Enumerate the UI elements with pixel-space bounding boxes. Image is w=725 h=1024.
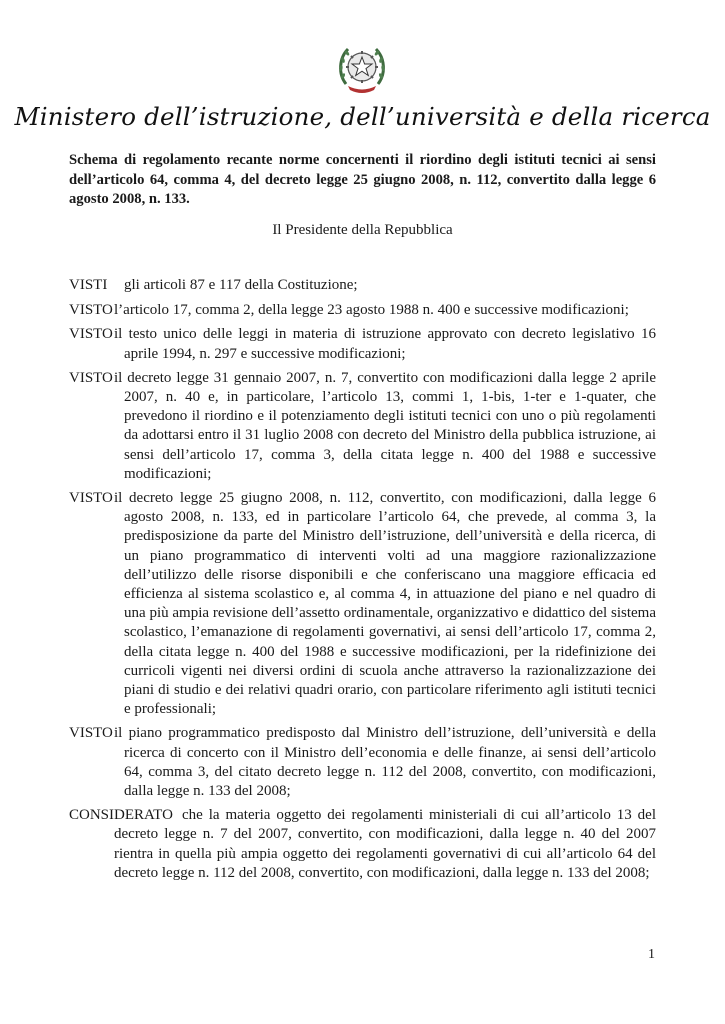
president-heading: Il Presidente della Repubblica [272,222,453,238]
clause-text: il decreto legge 31 gennaio 2007, n. 7, convertito con modificazioni dalla legge 2 aprile 2007, n. 40 e, in particolare, l’articolo 13, commi 1, 1-bis, 1-ter e 1-quater, che prevedono il riordino e il potenziamento degli istituti tecnici con uno o più regolamenti da adottarsi entro il 31 luglio 2008 con decreto del Ministro della pubblica istruzione, ai sensi dell’articolo 17, comma 3, della citata legge n. 400 del 1988 e successive modificazioni; [114,369,656,482]
clause-considerato [69,806,656,883]
clause-list [69,276,656,888]
clause-keyword: VISTO [69,326,113,343]
page-number: 1 [648,947,655,962]
clause-keyword: CONSIDERATO [69,807,173,824]
clause-keyword: VISTO [69,369,113,386]
clause-text: il piano programmatico predisposto dal Ministro dell’istruzione, dell’università e della ricerca di concerto con il Ministro dell’economia e delle finanze, ai sensi dell’articolo 64, comma 3, del citato decreto legge n. 112 del 2008, convertito, con modificazioni, dalla legge n. 133 del 2008; [114,725,656,800]
italian-republic-emblem-icon [336,40,388,96]
clause-text: l’articolo 17, comma 2, della legge 23 agosto 1988 n. 400 e successive modificazioni; [114,302,629,319]
clause-visti-costituzione [69,276,656,295]
clause-keyword: VISTO [69,725,113,742]
clause-text: che la materia oggetto dei regolamenti ministeriali di cui all’articolo 13 del decreto legge n. 7 del 2007, convertito, con modificazioni, dalla legge n. 40 del 2007 rientra in quella più ampia oggetto dei regolamenti governativi di cui all’articolo 64 del decreto legge n. 112 del 2008, convertito, con modificazioni, dalla legge n. 133 del 2008; [114,807,656,881]
clause-visto-legge-400 [69,301,656,320]
clause-text: il testo unico delle leggi in materia di istruzione approvato con decreto legislativo 16 aprile 1994, n. 297 e successive modificazioni; [114,326,656,362]
clause-visto-decreto-2007 [69,369,656,484]
clause-text: gli articoli 87 e 117 della Costituzione; [124,277,358,293]
ministry-title: Ministero dell’istruzione, dell’università e della ricerca [14,102,711,131]
clause-visto-decreto-2008 [69,489,656,719]
clause-text: il decreto legge 25 giugno 2008, n. 112, convertito, con modificazioni, dalla legge 6 agosto 2008, n. 133, ed in particolare l’articolo 64, che prevede, al comma 3, la predisposizione da parte del Ministro dell’istruzione, dell’università e della ricerca, di un piano programmatico di interventi volti ad una maggiore razionalizzazione dell’utilizzo delle risorse disponibili e che conferiscano una maggiore efficacia ed efficienza al sistema scolastico e, al comma 4, in attuazione del piano e nel quadro di una più ampia revisione dell’assetto ordinamentale, organizzativo e didattico del sistema scolastico, l’emanazione di regolamenti governativi, ai sensi dell’articolo 17, comma 2, della citata legge n. 400 del 1988 e successive modificazioni, per la ridefinizione dei curricoli vigenti nei diversi ordini di scuola anche attraverso la razionalizzazione dei piani di studio e dei relativi quadri orario, con particolare riferimento agli istituti tecnici e professionali; [114,490,656,718]
clause-keyword: VISTO [69,490,113,507]
clause-visto-piano-programmatico [69,724,656,801]
schema-title: Schema di regolamento recante norme concernenti il riordino degli istituti tecnici ai sensi dell’articolo 64, comma 4, del decreto legge 25 giugno 2008, n. 112, convertito dalla legge 6 agosto 2008, n. 133. [69,152,656,207]
clause-visto-testo-unico [69,325,656,363]
clause-keyword: VISTO [69,302,113,319]
clause-keyword: VISTI [69,277,108,293]
